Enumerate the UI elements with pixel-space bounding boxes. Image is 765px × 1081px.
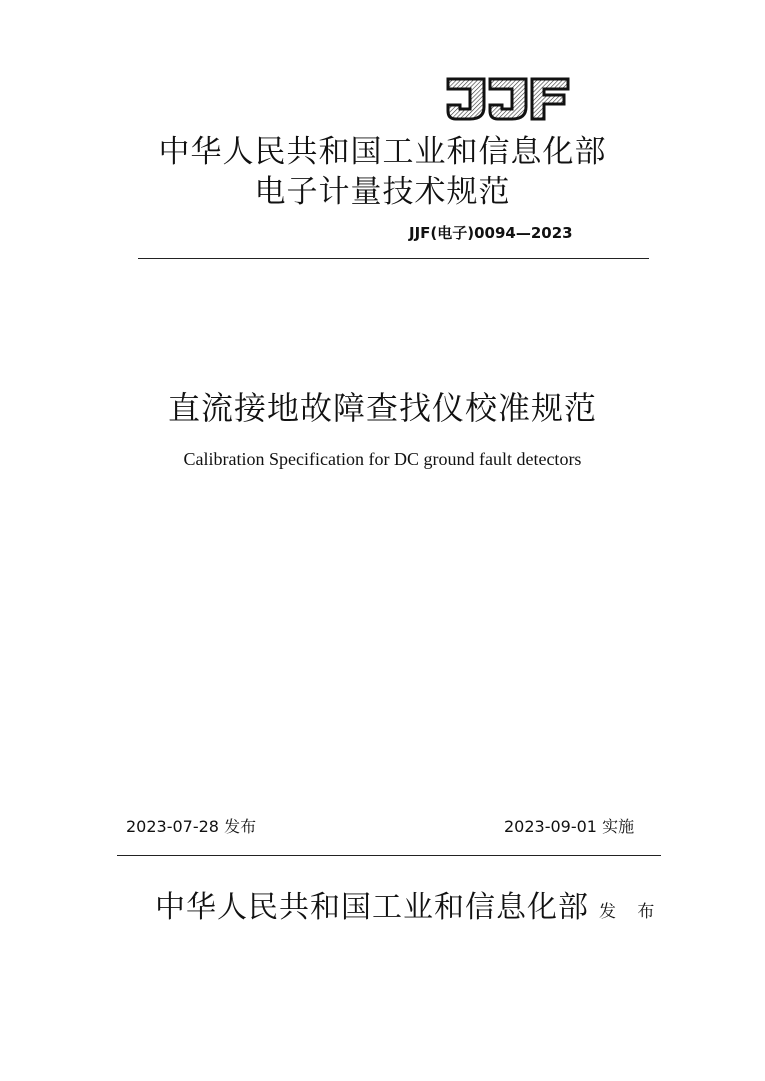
jjf-logo [446, 73, 570, 121]
document-title-chinese: 直流接地故障查找仪校准规范 [167, 389, 597, 427]
document-title-english: Calibration Specification for DC ground fault detectors [183, 449, 582, 469]
publisher-name: 中华人民共和国工业和信息化部 [155, 890, 589, 925]
publisher-line [155, 888, 662, 932]
issue-date: 2023-07-28 发布 [126, 817, 257, 836]
jjf-logo-graphic [446, 73, 570, 121]
implementation-date: 2023-09-01 实施 [504, 817, 635, 836]
specification-category: 电子计量技术规范 [254, 174, 511, 210]
document-code: JJF(电子)0094—2023 [409, 224, 573, 242]
bottom-divider [117, 855, 661, 856]
publish-label: 发 布 [599, 902, 663, 922]
top-divider [138, 258, 649, 259]
issuer-title: 中华人民共和国工业和信息化部 [158, 134, 607, 170]
